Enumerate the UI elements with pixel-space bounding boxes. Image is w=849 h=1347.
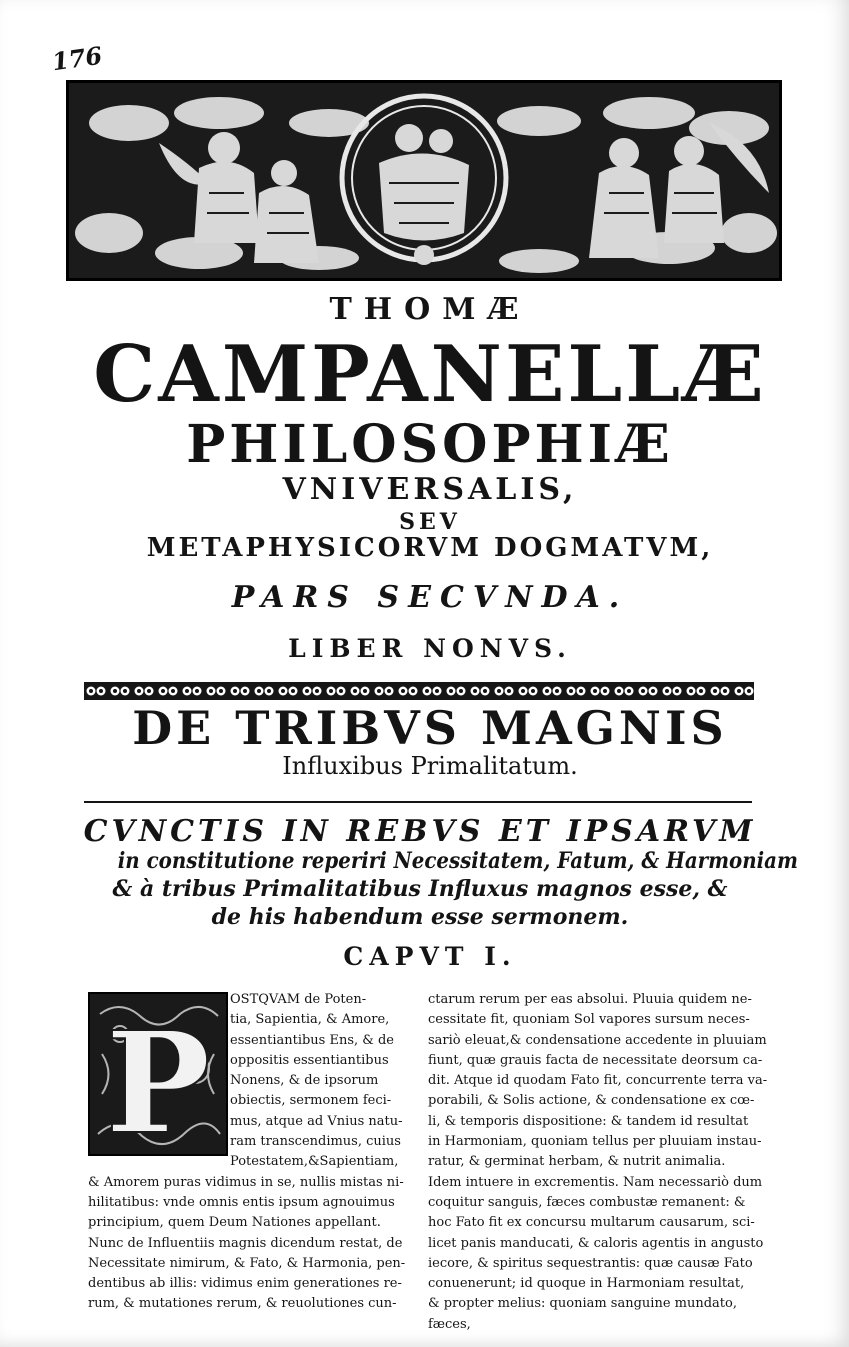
body-left-column xyxy=(88,990,414,1315)
text-line: hoc Fato fit ex concursu multarum causarum, sci- xyxy=(428,1215,755,1231)
text-line: ratur, & germinat herbam, & nutrit animalia. xyxy=(428,1154,726,1170)
text-line: ctarum rerum per eas absolui. Pluuia quidem ne- xyxy=(428,992,752,1007)
section-title: DE TRIBVS MAGNIS xyxy=(132,701,728,755)
text-line: porabili, & Solis actione, & condensatione ex cœ- xyxy=(428,1093,755,1109)
text-line: & propter melius: quoniam sanguine mundato, xyxy=(428,1296,737,1312)
chapter-argument-line-2: in constitutione reperiri Necessitatem, Fatum, & Harmoniam xyxy=(117,848,798,874)
text-line: li, & temporis dispositione: & tandem id resultat xyxy=(428,1113,749,1129)
chapter-heading: CAPVT I. xyxy=(343,942,517,971)
author-last-name: CAMPANELLÆ xyxy=(93,329,767,420)
work-title: PHILOSOPHIÆ xyxy=(186,414,674,475)
text-line: licet panis manducati, & caloris agentis in angusto xyxy=(428,1235,764,1251)
author-first-name: THOMÆ xyxy=(329,292,531,327)
horizontal-rule xyxy=(84,801,752,803)
page-number: 176 xyxy=(50,40,104,77)
text-line: essentiantibus Ens, & de xyxy=(230,1032,395,1048)
ornamental-border-band-icon xyxy=(84,682,754,700)
text-line: OSTQVAM de Poten- xyxy=(230,992,367,1007)
part-heading: PARS SECVNDA. xyxy=(231,580,629,615)
text-line: Idem intuere in excrementis. Nam necessariò dum xyxy=(428,1174,763,1190)
work-title-seu: SEV xyxy=(399,509,461,535)
text-line: rum, & mutationes rerum, & reuolutiones cun- xyxy=(88,1296,397,1312)
text-line: principium, quem Deum Nationes appellant. xyxy=(88,1215,381,1231)
text-line: hilitatibus: vnde omnis entis ipsum agnouimus xyxy=(88,1194,395,1210)
chapter-argument-line-4: de his habendum esse sermonem. xyxy=(211,904,629,930)
text-line: obiectis, sermonem feci- xyxy=(230,1093,392,1109)
text-line: coquitur sanguis, fæces combustæ remanent: & xyxy=(428,1194,746,1210)
text-line: ram transcendimus, cuius xyxy=(230,1134,401,1150)
work-title-universalis: VNIVERSALIS, xyxy=(282,472,578,507)
text-line: conuenerunt; id quoque in Harmoniam resultat, xyxy=(428,1276,745,1292)
text-line: fiunt, quæ grauis facta de necessitate deorsum ca- xyxy=(428,1052,763,1068)
text-line: & Amorem puras vidimus in se, nullis mistas ni- xyxy=(88,1174,404,1190)
text-line: iecore, & spiritus sequestrantis: quæ causæ Fato xyxy=(428,1255,753,1271)
text-line: dentibus ab illis: vidimus enim generationes re- xyxy=(88,1276,402,1292)
text-line: sariò eleuat,& condensatione accedente in pluuiam xyxy=(428,1032,767,1048)
text-line: in Harmoniam, quoniam tellus per pluuiam instau- xyxy=(428,1134,762,1150)
text-line: Potestatem,&Sapientiam, xyxy=(230,1154,399,1170)
text-line: tia, Sapientia, & Amore, xyxy=(230,1012,390,1028)
chapter-argument-line-1: CVNCTIS IN REBVS ET IPSARVM xyxy=(83,814,757,849)
text-line: Nunc de Influentiis magnis dicendum restat, de xyxy=(88,1235,403,1251)
body-right-column xyxy=(428,990,768,1335)
section-subtitle: Influxibus Primalitatum. xyxy=(282,752,578,780)
text-line: mus, atque ad Vnius natu- xyxy=(230,1113,403,1129)
text-line: Necessitate nimirum, & Fato, & Harmonia, pen- xyxy=(88,1255,406,1271)
work-title-metaphysicorum: METAPHYSICORVM DOGMATVM, xyxy=(146,533,714,563)
text-line: oppositis essentiantibus xyxy=(230,1052,389,1068)
book-heading: LIBER NONVS. xyxy=(288,634,572,663)
text-line: dit. Atque id quodam Fato fit, concurrente terra va- xyxy=(428,1073,768,1089)
text-line: fæces, xyxy=(428,1316,471,1332)
decorative-woodcut-headpiece-icon xyxy=(66,80,782,281)
chapter-argument-line-3: & à tribus Primalitatibus Influxus magnos esse, & xyxy=(112,876,728,902)
text-line: cessitate fit, quoniam Sol vapores sursum neces- xyxy=(428,1012,750,1028)
initial-letter: P xyxy=(105,1002,211,1154)
text-line: Nonens, & de ipsorum xyxy=(230,1073,379,1089)
